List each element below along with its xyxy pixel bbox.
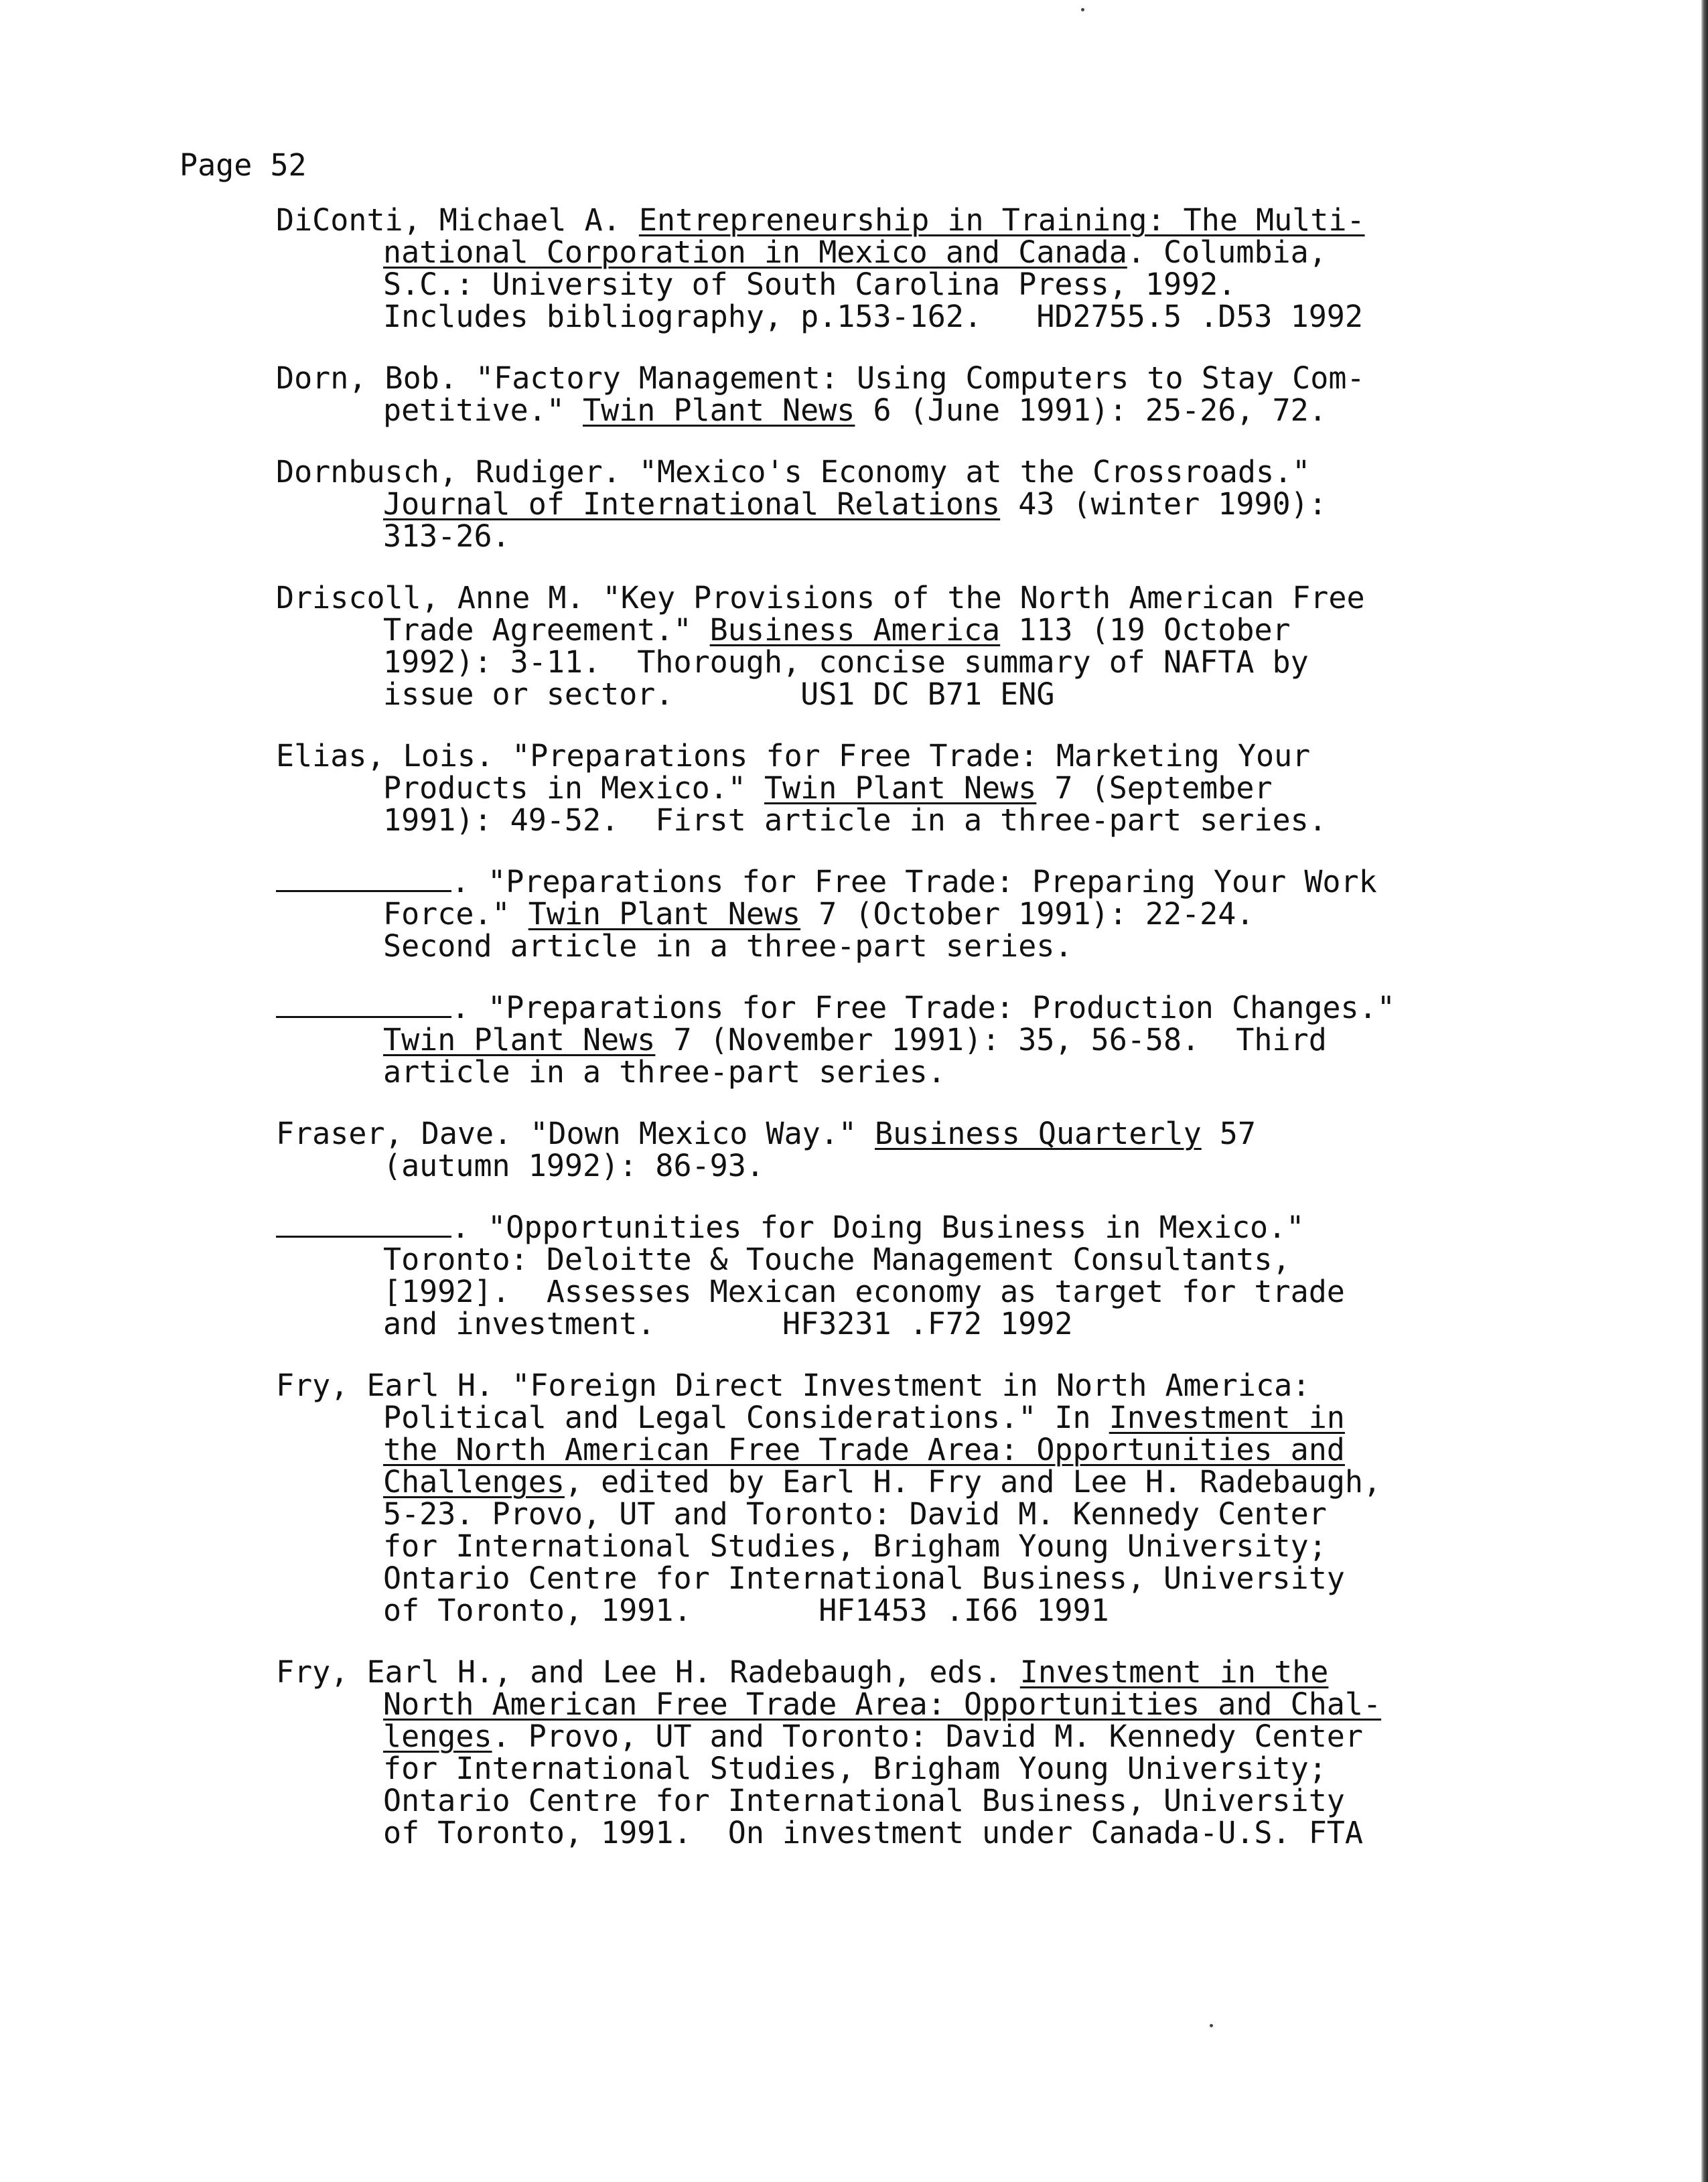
entry-text: S.C.: University of South Carolina Press, 1992.	[383, 267, 1236, 302]
entry-text: Toronto: Deloitte & Touche Management Consultants,	[383, 1242, 1291, 1277]
entry-text: Dornbusch, Rudiger. "Mexico's Economy at the Crossroads."	[276, 454, 1311, 490]
entry-continuation-line	[383, 1244, 1535, 1276]
entry-text: 7 (November 1991): 35, 56-58. Third	[655, 1022, 1327, 1058]
entry-text: of Toronto, 1991. On investment under Canada-U.S. FTA	[383, 1815, 1363, 1850]
entry-continuation-line	[383, 269, 1535, 301]
entry-continuation-line	[383, 1562, 1535, 1595]
entry-text: . "Opportunities for Doing Business in Mexico."	[451, 1210, 1305, 1245]
entry-first-line	[276, 582, 1535, 614]
repeat-author-rule	[276, 1235, 451, 1238]
bibliography-entry	[276, 582, 1535, 711]
bibliography-entry	[276, 456, 1535, 553]
entry-text: (autumn 1992): 86-93.	[383, 1148, 764, 1183]
entry-continuation-line	[383, 1785, 1535, 1817]
entry-title-underlined: Challenges	[383, 1464, 565, 1500]
bibliography-entry	[276, 992, 1535, 1088]
entry-text: 57	[1201, 1116, 1256, 1151]
entry-text: for International Studies, Brigham Young University;	[383, 1751, 1327, 1786]
entry-text: petitive."	[383, 392, 583, 428]
entry-text: . "Preparations for Free Trade: Preparing Your Work	[451, 864, 1377, 899]
entry-continuation-line	[383, 1753, 1535, 1785]
page-number: Page 52	[180, 147, 307, 183]
entry-text: 313-26.	[383, 518, 510, 554]
entry-continuation-line	[383, 236, 1535, 269]
entry-text: Includes bibliography, p.153-162. HD2755.5 .D53 1992	[383, 299, 1363, 334]
entry-text: 43 (winter 1990):	[1000, 486, 1327, 522]
entry-title-underlined: Twin Plant News	[383, 1022, 656, 1058]
bibliography-entry	[276, 1118, 1535, 1182]
bibliography-entry	[276, 1212, 1535, 1340]
entry-first-line	[276, 362, 1535, 394]
entry-text: and investment. HF3231 .F72 1992	[383, 1306, 1073, 1341]
entry-text: 7 (September	[1036, 770, 1273, 806]
entry-text: DiConti, Michael A.	[276, 202, 639, 238]
entry-text: 113 (19 October	[1000, 612, 1291, 648]
entry-text: . Provo, UT and Toronto: David M. Kennedy Center	[492, 1719, 1363, 1754]
entry-continuation-line	[383, 301, 1535, 333]
entry-title-underlined: Twin Plant News	[528, 896, 801, 932]
entry-title-underlined: Journal of International Relations	[383, 486, 1001, 522]
entry-text: Second article in a three-part series.	[383, 928, 1073, 964]
entry-text: for International Studies, Brigham Young University;	[383, 1528, 1327, 1564]
entry-title-underlined: the North American Free Trade Area: Opportunities and	[383, 1432, 1345, 1467]
bibliography-entry	[276, 362, 1535, 427]
bibliography-entry	[276, 866, 1535, 962]
entry-text: , edited by Earl H. Fry and Lee H. Radebaugh,	[564, 1464, 1382, 1500]
entry-first-line	[276, 1118, 1535, 1150]
entry-title-underlined: Business Quarterly	[875, 1116, 1202, 1151]
entry-continuation-line	[383, 614, 1535, 646]
entry-title-underlined: Investment in	[1109, 1400, 1345, 1435]
entry-text: . "Preparations for Free Trade: Production Changes."	[451, 990, 1395, 1025]
entry-first-line	[276, 204, 1535, 236]
entry-title-underlined: Business America	[709, 612, 1001, 648]
entry-continuation-line	[383, 488, 1535, 520]
entry-continuation-line	[383, 646, 1535, 678]
entry-text: Ontario Centre for International Business, University	[383, 1783, 1345, 1818]
entry-continuation-line	[383, 772, 1535, 804]
entry-text: 7 (October 1991): 22-24.	[800, 896, 1255, 932]
entry-continuation-line	[383, 1402, 1535, 1434]
repeat-author-rule	[276, 1015, 451, 1018]
entry-text: Fry, Earl H. "Foreign Direct Investment in North America:	[276, 1368, 1311, 1403]
entry-continuation-line	[383, 1434, 1535, 1466]
entry-title-underlined: Twin Plant News	[583, 392, 855, 428]
entry-text: Ontario Centre for International Business, University	[383, 1560, 1345, 1596]
entry-text: Elias, Lois. "Preparations for Free Trade: Marketing Your	[276, 738, 1311, 774]
entry-continuation-line	[383, 930, 1535, 962]
entry-first-line	[276, 1656, 1535, 1688]
entry-text: 5-23. Provo, UT and Toronto: David M. Kennedy Center	[383, 1496, 1327, 1532]
entry-text: Dorn, Bob. "Factory Management: Using Computers to Stay Com-	[276, 360, 1365, 396]
scan-edge	[1701, 0, 1708, 2182]
entry-continuation-line	[383, 1466, 1535, 1498]
entry-continuation-line	[383, 1308, 1535, 1340]
entry-text: 6 (June 1991): 25-26, 72.	[855, 392, 1327, 428]
entry-text: Political and Legal Considerations." In	[383, 1400, 1109, 1435]
entry-continuation-line	[383, 1056, 1535, 1088]
entry-text: issue or sector. US1 DC B71 ENG	[383, 676, 1055, 712]
entry-title-underlined: North American Free Trade Area: Opportunities and Chal-	[383, 1686, 1382, 1722]
entry-first-line	[276, 456, 1535, 488]
entry-text: article in a three-part series.	[383, 1054, 946, 1090]
entry-continuation-line	[383, 394, 1535, 427]
entry-text: . Columbia,	[1127, 234, 1327, 270]
entry-text: Trade Agreement."	[383, 612, 710, 648]
bibliography-list	[276, 204, 1535, 1879]
entry-text: Fraser, Dave. "Down Mexico Way."	[276, 1116, 875, 1151]
entry-text: [1992]. Assesses Mexican economy as target for trade	[383, 1274, 1345, 1309]
entry-continuation-line	[383, 678, 1535, 711]
entry-text: Force."	[383, 896, 528, 932]
entry-text: Fry, Earl H., and Lee H. Radebaugh, eds.	[276, 1654, 1020, 1690]
entry-first-line	[276, 992, 1535, 1024]
entry-continuation-line	[383, 1150, 1535, 1182]
entry-text: 1991): 49-52. First article in a three-part series.	[383, 802, 1327, 838]
entry-title-underlined: Entrepreneurship in Training: The Multi-	[638, 202, 1365, 238]
entry-first-line	[276, 1212, 1535, 1244]
entry-title-underlined: national Corporation in Mexico and Canada	[383, 234, 1127, 270]
entry-title-underlined: lenges	[383, 1719, 492, 1754]
entry-title-underlined: Investment in the	[1019, 1654, 1329, 1690]
bibliography-entry	[276, 1370, 1535, 1627]
entry-continuation-line	[383, 1817, 1535, 1849]
entry-continuation-line	[383, 898, 1535, 930]
entry-continuation-line	[383, 1595, 1535, 1627]
bibliography-entry	[276, 740, 1535, 837]
entry-continuation-line	[383, 520, 1535, 553]
repeat-author-rule	[276, 889, 451, 892]
entry-text: Products in Mexico."	[383, 770, 764, 806]
entry-continuation-line	[383, 1688, 1535, 1721]
entry-continuation-line	[383, 1024, 1535, 1056]
entry-text: 1992): 3-11. Thorough, concise summary of NAFTA by	[383, 644, 1309, 680]
entry-continuation-line	[383, 1276, 1535, 1308]
entry-first-line	[276, 866, 1535, 898]
bibliography-entry	[276, 204, 1535, 333]
entry-continuation-line	[383, 804, 1535, 837]
entry-title-underlined: Twin Plant News	[764, 770, 1037, 806]
entry-continuation-line	[383, 1721, 1535, 1753]
scan-speck	[1210, 2024, 1213, 2027]
entry-first-line	[276, 740, 1535, 772]
entry-text: of Toronto, 1991. HF1453 .I66 1991	[383, 1593, 1109, 1628]
scan-speck	[1081, 8, 1084, 11]
entry-continuation-line	[383, 1498, 1535, 1530]
entry-first-line	[276, 1370, 1535, 1402]
entry-continuation-line	[383, 1530, 1535, 1562]
bibliography-entry	[276, 1656, 1535, 1849]
entry-text: Driscoll, Anne M. "Key Provisions of the North American Free	[276, 580, 1365, 615]
